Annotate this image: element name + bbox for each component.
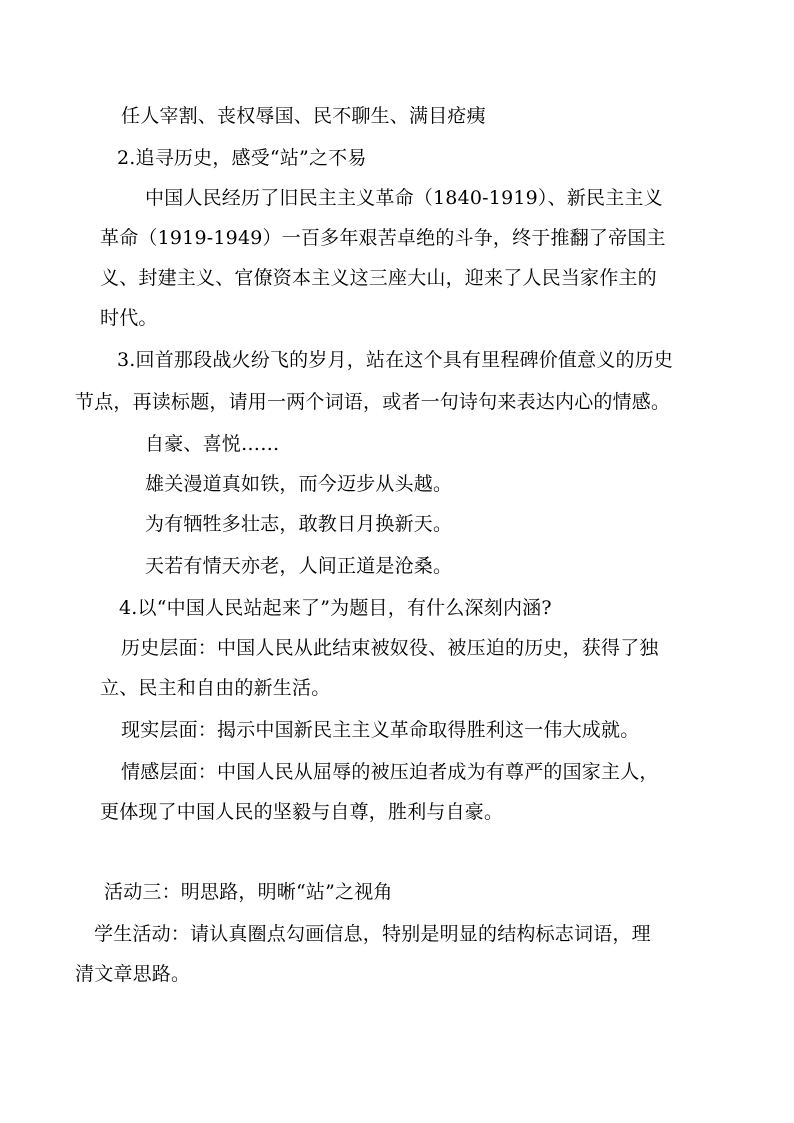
- text-line-10: 雄关漫道真如铁，而今迈步从头越。: [145, 473, 453, 495]
- text-line-7: 3.回首那段战火纷飞的岁月，站在这个具有里程碑价值意义的历史: [117, 349, 674, 371]
- text-line-11: 为有牺牲多壮志，敢教日月换新天。: [145, 513, 453, 535]
- text-line-6: 时代。: [100, 307, 158, 329]
- text-line-17: 情感层面：中国人民从屈辱的被压迫者成为有尊严的国家主人，: [121, 761, 659, 783]
- text-line-12: 天若有情天亦老，人间正道是沧桑。: [145, 555, 453, 577]
- text-line-2: 2.追寻历史，感受“站”之不易: [117, 147, 367, 169]
- text-line-13: 4.以“中国人民站起来了”为题目，有什么深刻内涵?: [119, 597, 552, 619]
- text-line-20: 学生活动：请认真圈点勾画信息，特别是明显的结构标志词语，理: [94, 923, 651, 945]
- text-line-9: 自豪、喜悦……: [145, 433, 280, 455]
- text-line-18: 更体现了中国人民的坚毅与自尊，胜利与自豪。: [100, 801, 504, 823]
- text-line-3: 中国人民经历了旧民主主义革命（1840-1919）、新民主主义: [145, 187, 663, 209]
- text-line-1: 任人宰割、丧权辱国、民不聊生、满目疮痍: [121, 105, 486, 127]
- text-line-4: 革命（1919-1949）一百多年艰苦卓绝的斗争，终于推翻了帝国主: [100, 227, 666, 249]
- text-line-14: 历史层面：中国人民从此结束被奴役、被压迫的历史，获得了独: [121, 637, 659, 659]
- text-line-21: 清文章思路。: [75, 963, 191, 985]
- text-line-5: 义、封建主义、官僚资本主义这三座大山，迎来了人民当家作主的: [100, 267, 657, 289]
- text-line-15: 立、民主和自由的新生活。: [100, 677, 331, 699]
- section-heading: 活动三：明思路，明晰“站”之视角: [104, 881, 393, 903]
- text-line-16: 现实层面：揭示中国新民主主义革命取得胜利这一伟大成就。: [121, 719, 640, 741]
- text-line-8: 节点，再读标题，请用一两个词语，或者一句诗句来表达内心的情感。: [75, 391, 671, 413]
